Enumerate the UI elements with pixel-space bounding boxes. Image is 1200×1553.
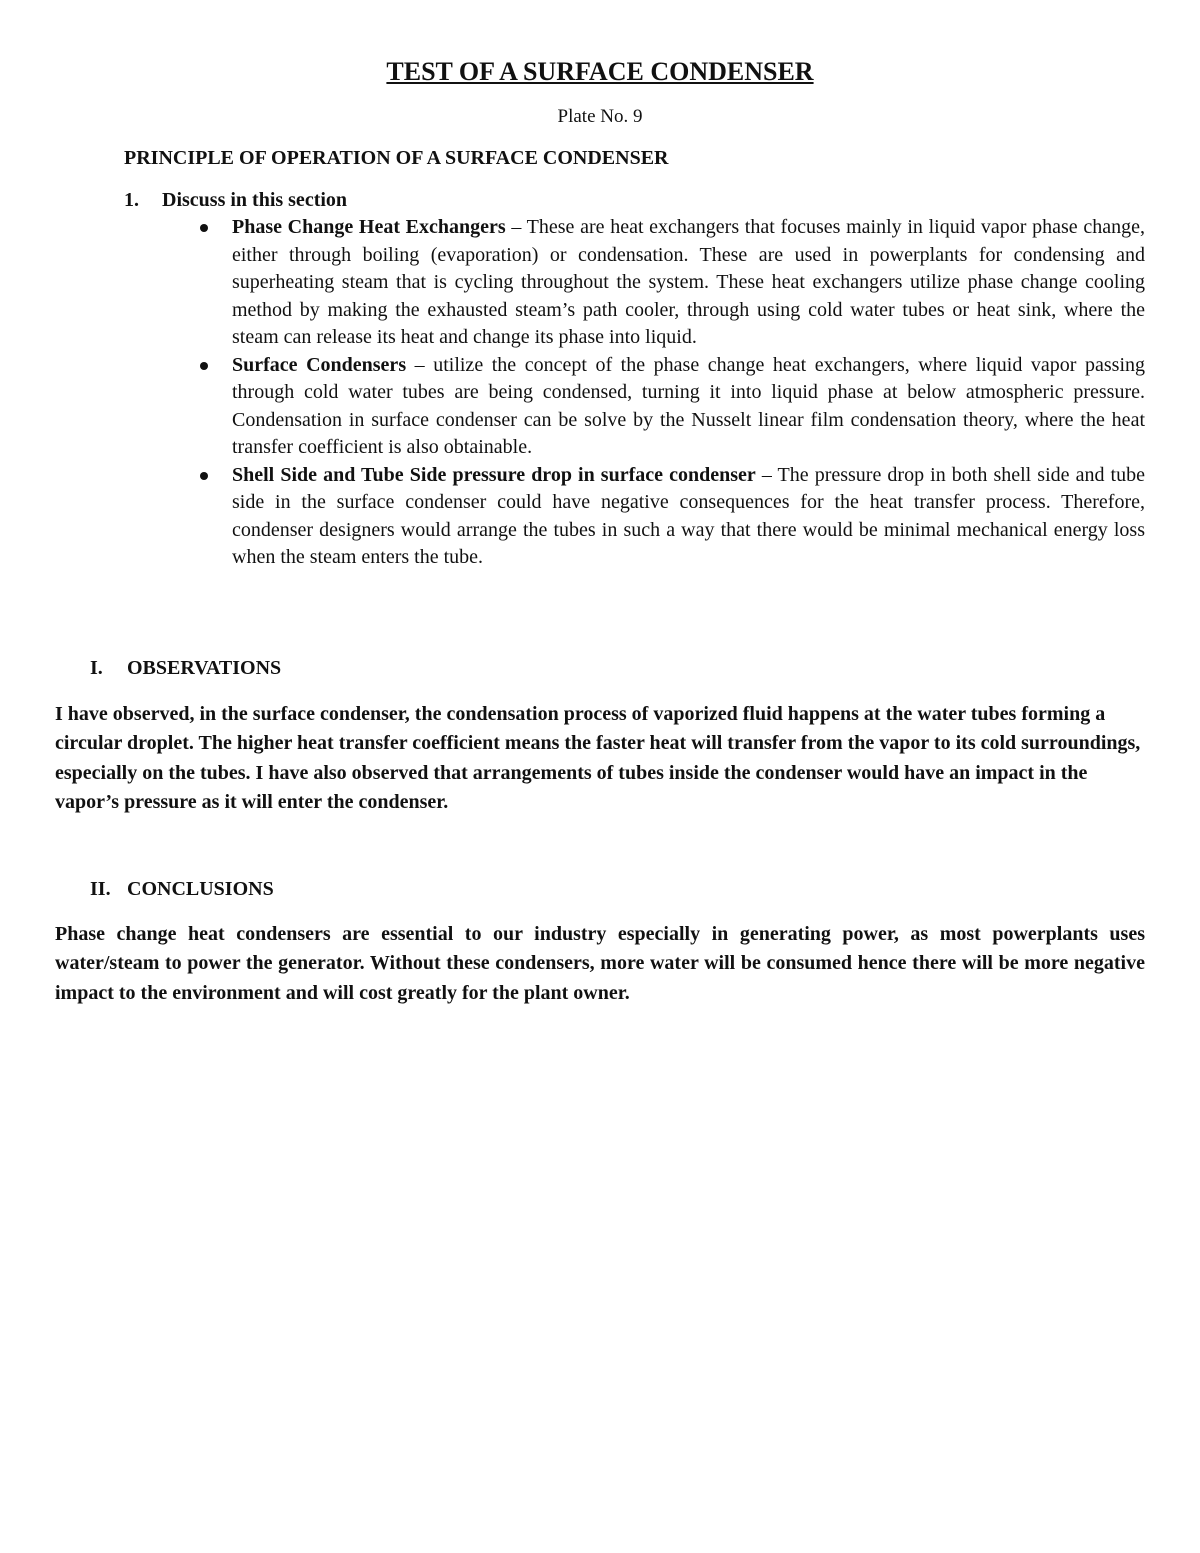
principle-heading: PRINCIPLE OF OPERATION OF A SURFACE CONDENSER [124, 147, 669, 169]
observations-heading [90, 655, 281, 681]
observations-paragraph: I have observed, in the surface condenser, the condensation process of vaporized fluid happens at the water tubes forming a circular droplet. The higher heat transfer coefficient means the faster heat will transfer from the vapor to its cold surroundings, especially on the tubes. I have also observed that arrangements of tubes inside the condenser would have an impact in the vapor’s pressure as it will enter the condenser. [55, 703, 1141, 813]
bullet-term: Phase Change Heat Exchangers [232, 216, 506, 238]
discuss-number: 1. [124, 189, 139, 211]
bullet-phase-change-heat-exchangers [232, 214, 1145, 352]
discussion-bullet-list [232, 214, 1145, 572]
bullet-text: – These are heat exchangers that focuses mainly in liquid vapor phase change, either through boiling (evaporation) or condensation. These are used in powerplants for condensing and superheating steam that is cycling throughout the system. These heat exchangers utilize phase change cooling method by making the exhausted steam’s path cooler, through using cold water tubes or heat sink, where the steam can release its heat and change its phase into liquid. [232, 216, 1145, 348]
discuss-heading [124, 187, 347, 213]
document-title: TEST OF A SURFACE CONDENSER [386, 57, 814, 86]
discuss-label: Discuss in this section [162, 189, 348, 211]
bullet-text: – The pressure drop in both shell side and tube side in the surface condenser could have negative consequences for the heat transfer process. Therefore, condenser designers would arrange the tubes in such a way that there would be minimal mechanical energy loss when the steam enters the tube. [232, 463, 1145, 568]
bullet-term: Surface Condensers [232, 353, 407, 376]
bullet-dot-icon [200, 362, 208, 370]
conclusions-heading [90, 876, 274, 902]
bullet-term: Shell Side and Tube Side pressure drop in surface condenser [232, 463, 756, 486]
conclusions-numeral: II. [90, 878, 111, 900]
bullet-dot-icon [200, 472, 208, 480]
bullet-surface-condensers [232, 352, 1145, 462]
observations-numeral: I. [90, 657, 103, 679]
plate-number: Plate No. 9 [557, 106, 643, 127]
observations-title: OBSERVATIONS [127, 657, 282, 679]
bullet-pressure-drop [232, 462, 1145, 572]
conclusions-paragraph: Phase change heat condensers are essential to our industry especially in generating power, as most powerplants uses water/steam to power the generator. Without these condensers, more water will be consumed hence there will be more negative impact to the environment and will cost greatly for the plant owner. [55, 923, 1145, 1004]
conclusions-title: CONCLUSIONS [127, 878, 274, 900]
bullet-text: – utilize the concept of the phase change heat exchangers, where liquid vapor passing through cold water tubes are being condensed, turning it into liquid phase at below atmospheric pressure. Condensation in surface condenser can be solve by the Nusselt linear film condensation theory, where the heat transfer coefficient is also obtainable. [232, 353, 1145, 458]
bullet-dot-icon [200, 224, 208, 232]
